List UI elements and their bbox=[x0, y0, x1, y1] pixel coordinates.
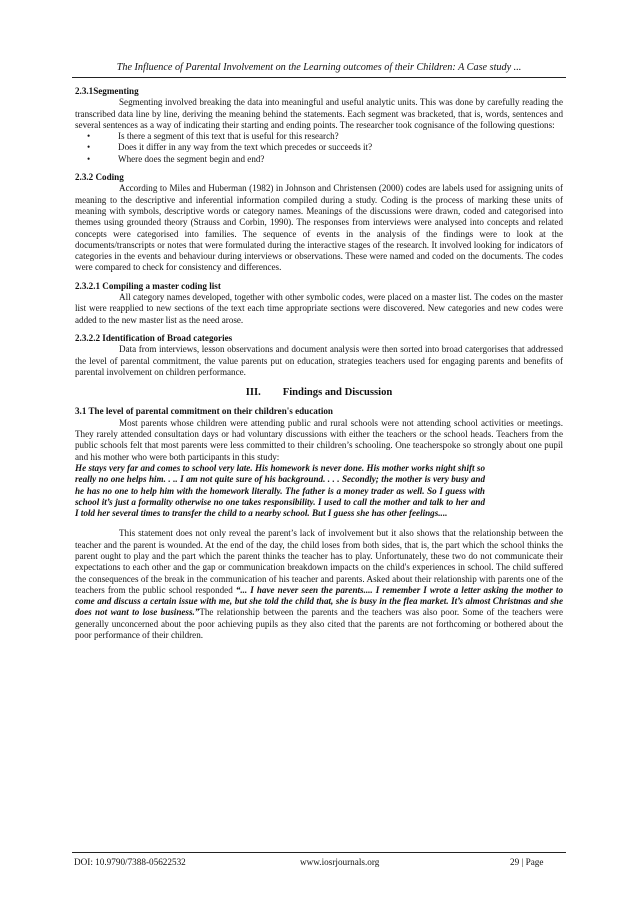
running-header: The Influence of Parental Involvement on the Learning outcomes of their Children: A Case study ... bbox=[116, 62, 522, 73]
heading-parental-commitment: 3.1 The level of parental commitment on their children's education bbox=[75, 406, 333, 417]
question-list bbox=[75, 131, 563, 165]
section-number: III. bbox=[245, 387, 261, 399]
heading-master-coding-list: 2.3.2.1 Compiling a master coding list bbox=[75, 280, 221, 291]
paragraph-broad-categories: Data from interviews, lesson observations and document analysis were then sorted into broad catergorises that addressed the level of parental commitment, the value parents put on education, strategies teachers used for engaging parents and benefits of parental involvement on children performance. bbox=[75, 344, 563, 377]
list-item bbox=[75, 131, 563, 142]
heading-broad-categories: 2.3.2.2 Identification of Broad categories bbox=[75, 332, 233, 343]
bullet-icon: • bbox=[87, 153, 91, 164]
header-rule bbox=[72, 77, 566, 78]
discussion-text-end: The relationship between the parents and the teachers was also poor. Some of the teachers were generally unconcerned about the poor achieving pupils as they also cited that the parents are not forthcoming or bothered about the poor performance of their children. bbox=[75, 607, 563, 641]
list-item-text: Where does the segment begin and end? bbox=[118, 153, 265, 164]
list-item-text: Is there a segment of this text that is useful for this research? bbox=[118, 131, 339, 142]
paragraph-segmenting: Segmenting involved breaking the data into meaningful and useful analytic units. This was done by carefully reading the transcribed data line by line, deriving the meaning behind the statements. Each segment was bracketed, that is, words, sentences and several sentences as a way of indicating their starting and ending points. The researcher took cognisance of the following questions: bbox=[75, 97, 563, 130]
paragraph-coding: According to Miles and Huberman (1982) in Johnson and Christensen (2000) codes are labels used for assigning units of meaning to the descriptive and inferential information compiled during a study. Coding is the process of marking these units of meaning with symbols, descriptive words or category names. Meanings of the discussions were drawn, coded and categorised into themes using grounded theory (Strauss and Corbin, 1990). The responses from interviews were analysed into concepts and related concepts were categorised into families. The sequence of events in the analysis of the findings were to look at the documents/transcripts or notes that were formulated during the interactive stages of the research. It involved looking for indicators of categories in the events and behaviour during interviews or observations. These were named and coded on the documents. The codes were compared to check for consistency and differences. bbox=[75, 183, 563, 273]
footer-journal-link[interactable]: www.iosrjournals.org bbox=[300, 857, 380, 867]
bullet-icon: • bbox=[87, 131, 91, 142]
section-title: Findings and Discussion bbox=[282, 387, 393, 399]
footer-doi: DOI: 10.9790/7388-05622532 bbox=[74, 857, 186, 867]
list-item bbox=[75, 154, 563, 165]
inline-quote-teacher: “... I have never seen the parents.... I remember I wrote a letter asking the mother to come and discuss a certain issue with me, but she told the child that, she is busy in the flea market. It’s almost Christmas and she does not want to lose business.” bbox=[75, 584, 563, 618]
section-heading bbox=[75, 387, 563, 398]
bullet-icon: • bbox=[87, 142, 91, 153]
discussion-text: This statement does not only reveal the parent’s lack of involvement but it also shows that the relationship between the teacher and the parent is wounded. At the end of the day, the child loses from both sides, that is, the part which the school thinks the parent ought to play and the part which the parent thinks the teacher has to play. Unfortunately, these two do not communicate their expectations to each other and the gap or communication breakdown impacts on the child's experiences in school. The child suffered the consequences of the break in the communication of his teacher and parents. Asked about their relationship with parents one of the teachers from the public school responded bbox=[75, 528, 563, 595]
paragraph-discussion bbox=[75, 528, 563, 641]
footer-rule bbox=[72, 852, 566, 853]
paragraph-master-coding-list: All category names developed, together with other symbolic codes, were placed on a master list. The codes on the master list were reapplied to new sections of the text each time appropriate sections were discovered. New categories and new codes were added to the new master list as the need arose. bbox=[75, 292, 563, 325]
paragraph-parental-commitment: Most parents whose children were attending public and rural schools were not attending school activities or meetings. They rarely attended consultation days or had voluntary discussions with either the teachers or the school heads. Teachers from the public schools felt that most parents were less committed to their children’s schooling. One teacherspoke so strongly about one pupil and his mother who were both participants in this study: bbox=[75, 417, 563, 462]
block-quote-teacher: He stays very far and comes to school very late. His homework is never done. His mother works night shift so really no one helps him. . .. I am not quite sure of his background. . . . Secondly; the mother is very busy and he has no one to help him with the homework literally. The father is a money trader as well. So I guess with school it’s just a formality otherwise no one takes responsibility. I used to call the mother and talk to her and I told her several times to transfer the child to a nearby school. But I guess she has other feelings.... bbox=[75, 462, 485, 519]
heading-segmenting: 2.3.1Segmenting bbox=[75, 86, 139, 96]
list-item bbox=[75, 142, 563, 153]
footer-page-number: 29 | Page bbox=[510, 857, 544, 867]
heading-coding: 2.3.2 Coding bbox=[75, 172, 124, 183]
body-content bbox=[75, 86, 563, 641]
list-item-text: Does it differ in any way from the text which precedes or succeeds it? bbox=[118, 142, 373, 153]
